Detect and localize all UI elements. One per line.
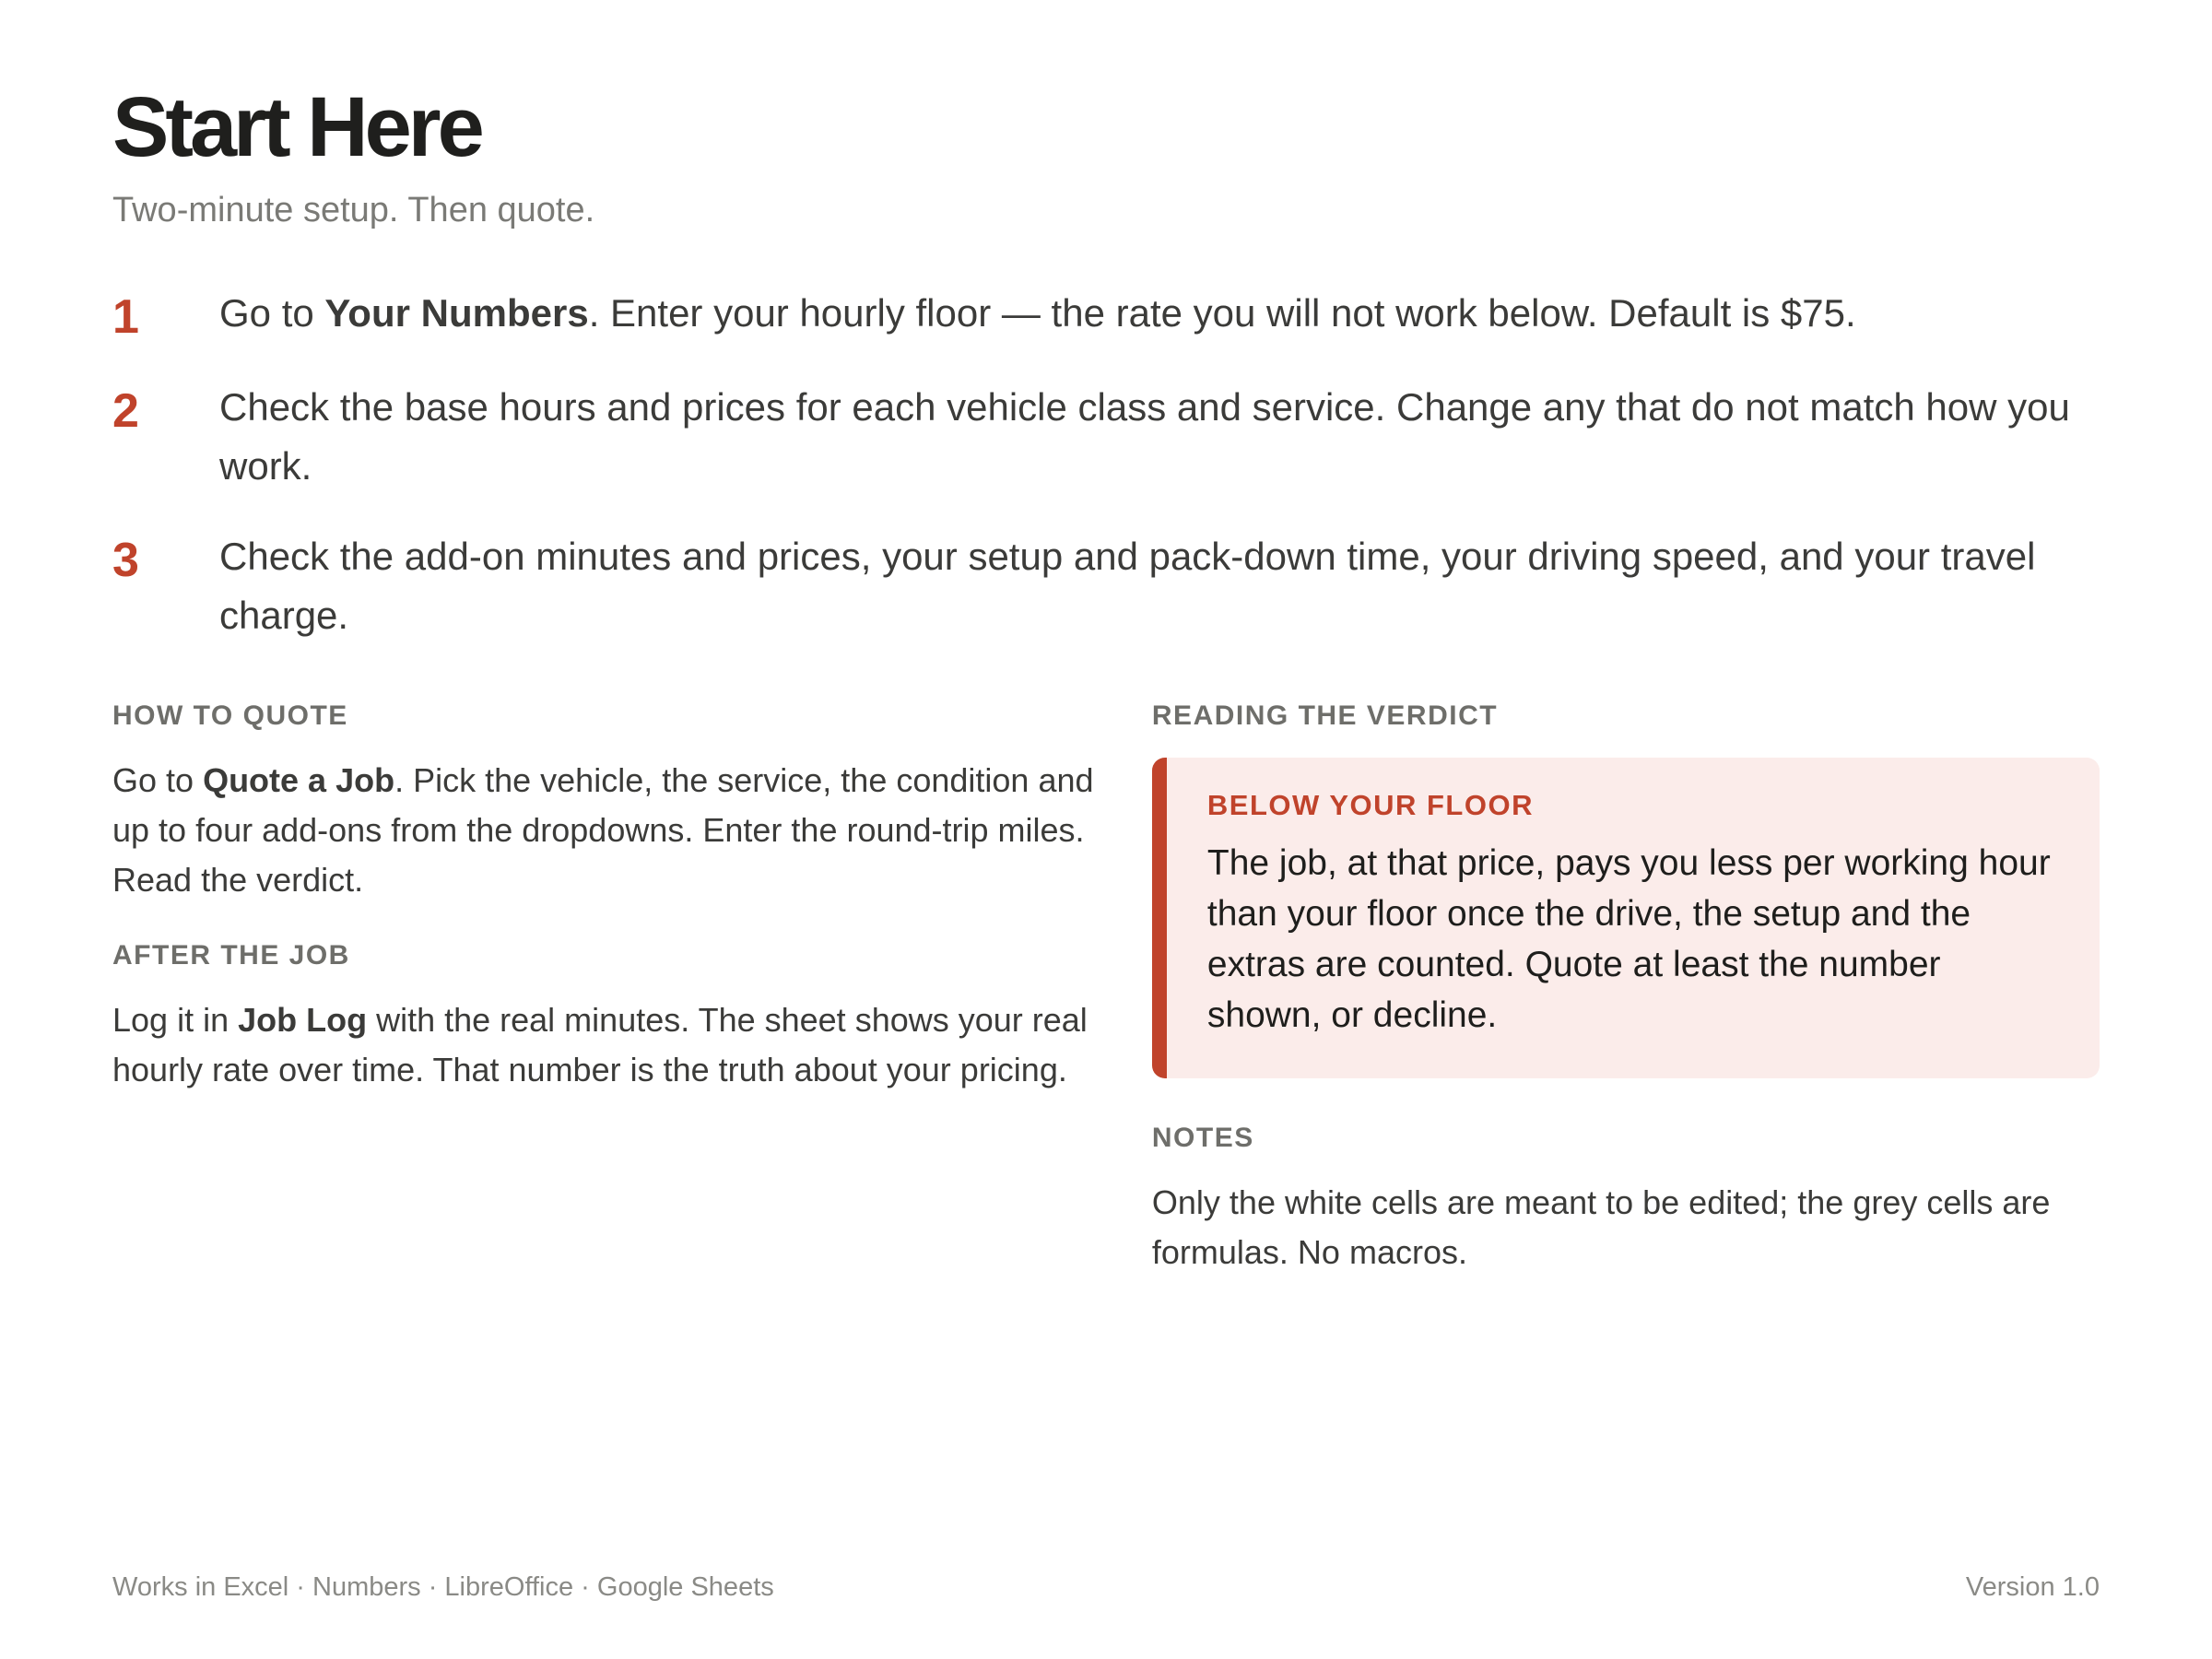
footer xyxy=(112,1572,2100,1603)
compatibility-note: Works in Excel · Numbers · LibreOffice · Google Sheets xyxy=(112,1572,774,1602)
verdict-callout xyxy=(1152,758,2100,1078)
step-text-post: . Enter your hourly floor — the rate you will not work below. Default is $75. xyxy=(588,290,1856,335)
step-text: Check the base hours and prices for each vehicle class and service. Change any that do not match how you work. xyxy=(219,384,2070,488)
step-item xyxy=(112,527,2100,645)
info-columns xyxy=(112,702,2100,1277)
right-column xyxy=(1152,702,2100,1277)
page-subtitle: Two-minute setup. Then quote. xyxy=(112,191,595,229)
verdict-label: BELOW YOUR FLOOR xyxy=(1206,788,1534,821)
verdict-text: The job, at that price, pays you less per working hour than your floor once the drive, the setup and the extras are counted. Quote at least the number shown, or decline. xyxy=(1206,842,2051,1035)
quote-a-job-ref: Quote a Job xyxy=(203,760,395,799)
step-item xyxy=(112,378,2100,496)
step-text xyxy=(219,284,1856,343)
after-the-job-pre: Log it in xyxy=(112,1000,239,1039)
step-text-pre: Go to xyxy=(219,290,325,335)
notes-label: NOTES xyxy=(1151,1122,1254,1153)
your-numbers-link: Your Numbers xyxy=(324,290,589,335)
how-to-quote-label: HOW TO QUOTE xyxy=(112,700,348,731)
how-to-quote-pre: Go to xyxy=(112,760,204,799)
step-number: 2 xyxy=(112,383,139,438)
step-item xyxy=(112,284,2100,347)
step-number: 1 xyxy=(112,289,139,344)
left-column xyxy=(112,702,1152,1277)
notes-text: Only the white cells are meant to be edited; the grey cells are formulas. No macros. xyxy=(1151,1182,2051,1271)
how-to-quote-post: . Pick the vehicle, the service, the condition and up to four add-ons from the dropdowns. Enter the round-trip miles. Read the verdict. xyxy=(112,760,1094,899)
job-log-ref: Job Log xyxy=(238,1000,368,1039)
how-to-quote-text xyxy=(112,756,1097,905)
verdict-accent-bar xyxy=(1152,758,1167,1078)
setup-steps xyxy=(112,284,2100,645)
step-text: Check the add-on minutes and prices, your setup and pack-down time, your driving speed, and your travel charge. xyxy=(219,534,2036,637)
after-the-job-label: AFTER THE JOB xyxy=(112,939,350,971)
version-label: Version 1.0 xyxy=(1965,1572,2100,1602)
page-title: Start Here xyxy=(112,80,481,174)
after-the-job-text xyxy=(112,995,1097,1095)
reading-the-verdict-label: READING THE VERDICT xyxy=(1151,700,1499,731)
step-number: 3 xyxy=(112,533,139,587)
after-the-job-post: with the real minutes. The sheet shows your real hourly rate over time. That number is the truth about your pricing. xyxy=(112,1000,1088,1088)
